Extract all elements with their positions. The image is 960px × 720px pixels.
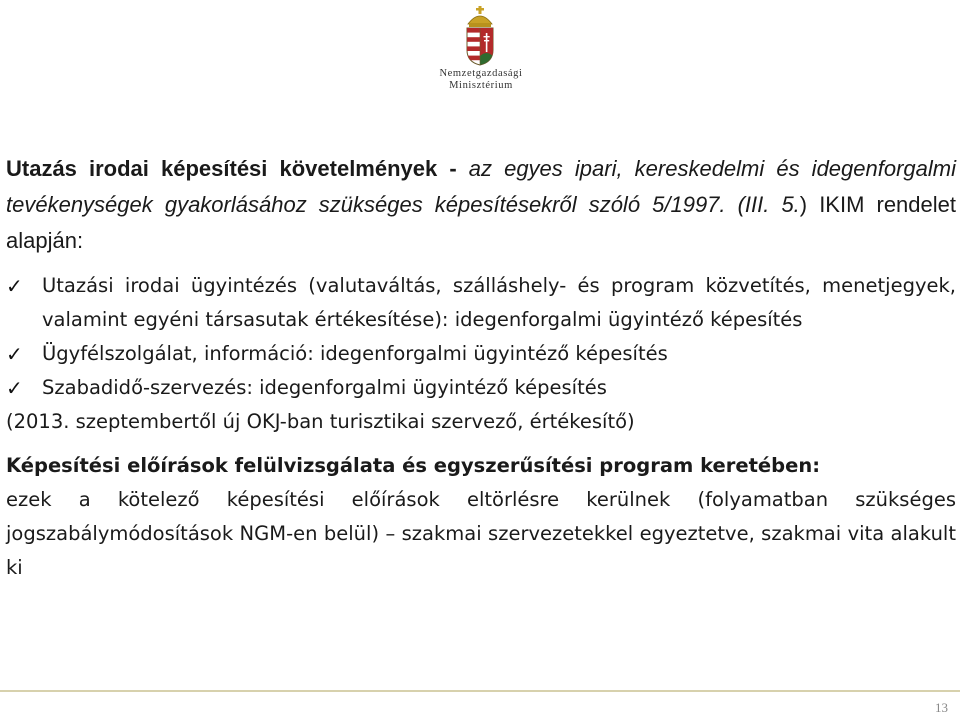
ministry-logo [419,4,543,98]
ministry-name-line2: Minisztérium [449,80,513,91]
checklist-item [6,371,956,405]
intro-regulation-suffix: ) IKIM rendelet alapján: [6,192,956,253]
hungarian-coat-of-arms-icon [463,4,497,66]
checklist [6,269,956,405]
checklist-item-text: Utazási irodai ügyintézés (valutaváltás, szálláshely- és program közvetítés, menetjegyek, valamint egyéni társasutak értékesítése): idegenforgalmi ügyintéző képesítés [42,274,956,331]
page-number: 13 [935,700,948,715]
intro-title: Utazás irodai képesítési követelmények - [6,156,469,181]
ministry-name [419,68,543,92]
checklist-item [6,337,956,371]
review-title: Képesítési előírások felülvizsgálata és egyszerűsítési program keretében: [6,454,821,477]
checkmark-icon: ✓ [6,274,23,298]
footer-divider [0,690,960,692]
checklist-item-text: Ügyfélszolgálat, információ: idegenforgalmi ügyintéző képesítés [42,342,668,365]
checkmark-icon: ✓ [6,342,23,366]
slide-content [6,151,956,585]
review-body: ezek a kötelező képesítési előírások eltörlésre kerülnek (folyamatban szükséges jogszabálymódosítások NGM-en belül) – szakmai szervezetekkel egyeztetve, szakmai vita alakult ki [6,488,956,579]
checklist-item-text: Szabadidő-szervezés: idegenforgalmi ügyintéző képesítés [42,376,607,399]
intro-regulation-name: az egyes ipari, kereskedelmi és idegenforgalmi tevékenységek gyakorlásához szükséges képesítésekről szóló 5/1997. (III. 5. [6,156,956,217]
okj-note: (2013. szeptembertől új OKJ-ban turisztikai szervező, értékesítő) [6,410,635,433]
ministry-name-line1: Nemzetgazdasági [439,68,523,79]
intro-paragraph [6,151,956,259]
checkmark-icon: ✓ [6,376,23,400]
checklist-item [6,269,956,337]
